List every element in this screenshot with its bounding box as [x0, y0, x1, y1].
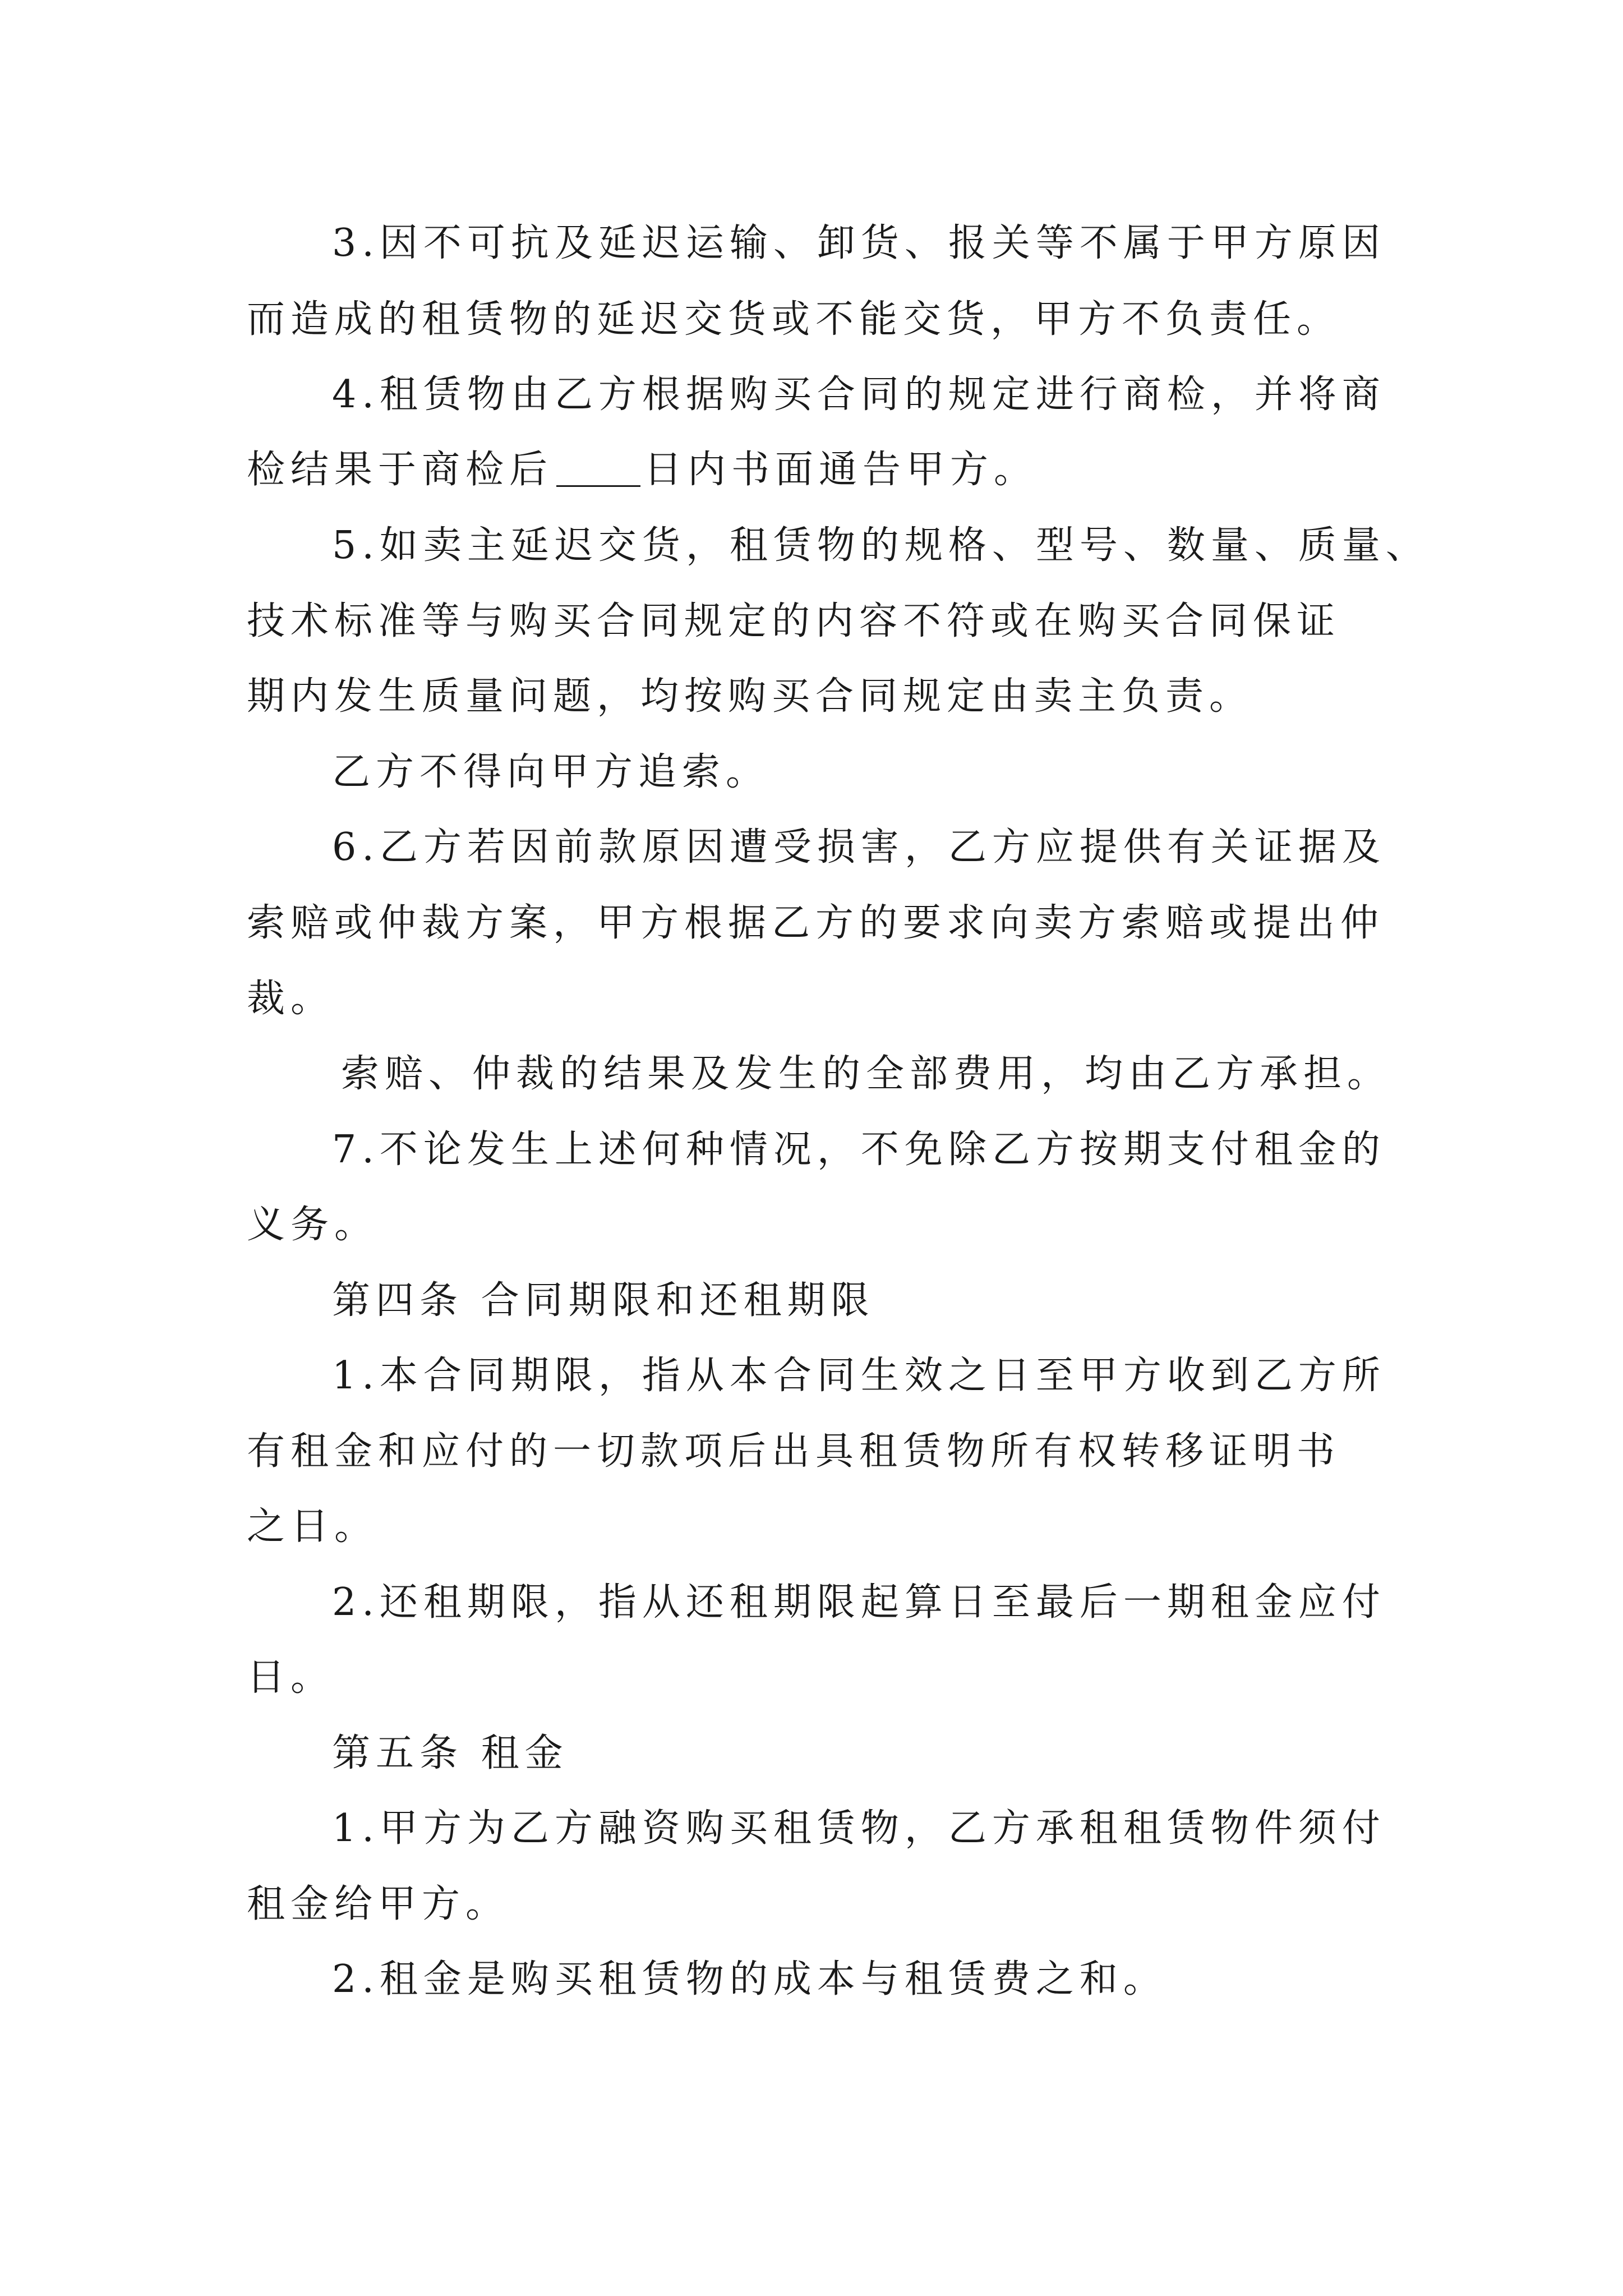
- paragraph-7-line-1: 7.不论发生上述何种情况，不免除乙方按期支付租金的: [332, 1128, 1386, 1172]
- paragraph-5-line-1: 5.如卖主延迟交货，租赁物的规格、型号、数量、质量、: [332, 523, 1430, 568]
- article-5-clause-1-line-2: 租金给甲方。: [247, 1882, 510, 1926]
- paragraph-3-line-1: 3.因不可抗及延迟运输、卸货、报关等不属于甲方原因: [332, 221, 1386, 265]
- paragraph-4-text-after-blank: 日内书面通告甲方。: [644, 448, 1038, 492]
- paragraph-5-line-2: 技术标准等与购买合同规定的内容不符或在购买合同保证: [247, 599, 1341, 643]
- article-4-clause-2-line-1: 2.还租期限，指从还租期限起算日至最后一期租金应付: [332, 1580, 1386, 1625]
- article-4-clause-1-line-1: 1.本合同期限，指从本合同生效之日至甲方收到乙方所: [332, 1354, 1386, 1398]
- article-4-clause-2-line-2: 日。: [247, 1655, 335, 1700]
- paragraph-4-line-1: 4.租赁物由乙方根据购买合同的规定进行商检，并将商: [332, 372, 1386, 417]
- paragraph-3-line-2: 而造成的租赁物的延迟交货或不能交货，甲方不负责任。: [247, 297, 1341, 342]
- article-5-heading: 第五条 租金: [332, 1731, 569, 1775]
- paragraph-6-line-1: 6.乙方若因前款原因遭受损害，乙方应提供有关证据及: [332, 825, 1386, 869]
- paragraph-6b: 索赔、仲裁的结果及发生的全部费用，均由乙方承担。: [341, 1052, 1391, 1096]
- paragraph-6-line-2: 索赔或仲裁方案，甲方根据乙方的要求向卖方索赔或提出仲: [247, 901, 1385, 945]
- fill-in-blank: [556, 449, 640, 487]
- paragraph-4-line-2: [247, 436, 1038, 504]
- article-4-clause-1-line-2: 有租金和应付的一切款项后出具租赁物所有权转移证明书: [247, 1429, 1341, 1474]
- paragraph-4-text-before-blank: 检结果于商检后: [247, 448, 554, 492]
- paragraph-7-line-2: 义务。: [247, 1203, 379, 1247]
- article-5-clause-1-line-1: 1.甲方为乙方融资购买租赁物，乙方承租租赁物件须付: [332, 1806, 1386, 1851]
- paragraph-5-line-3: 期内发生质量问题，均按购买合同规定由卖主负责。: [247, 674, 1253, 719]
- article-4-clause-1-line-3: 之日。: [247, 1504, 379, 1549]
- paragraph-6-line-3: 裁。: [247, 977, 335, 1021]
- article-5-clause-2: 2.租金是购买租赁物的成本与租赁费之和。: [332, 1957, 1167, 2001]
- paragraph-5b: 乙方不得向甲方追索。: [332, 750, 770, 794]
- article-4-heading: 第四条 合同期限和还租期限: [332, 1278, 875, 1323]
